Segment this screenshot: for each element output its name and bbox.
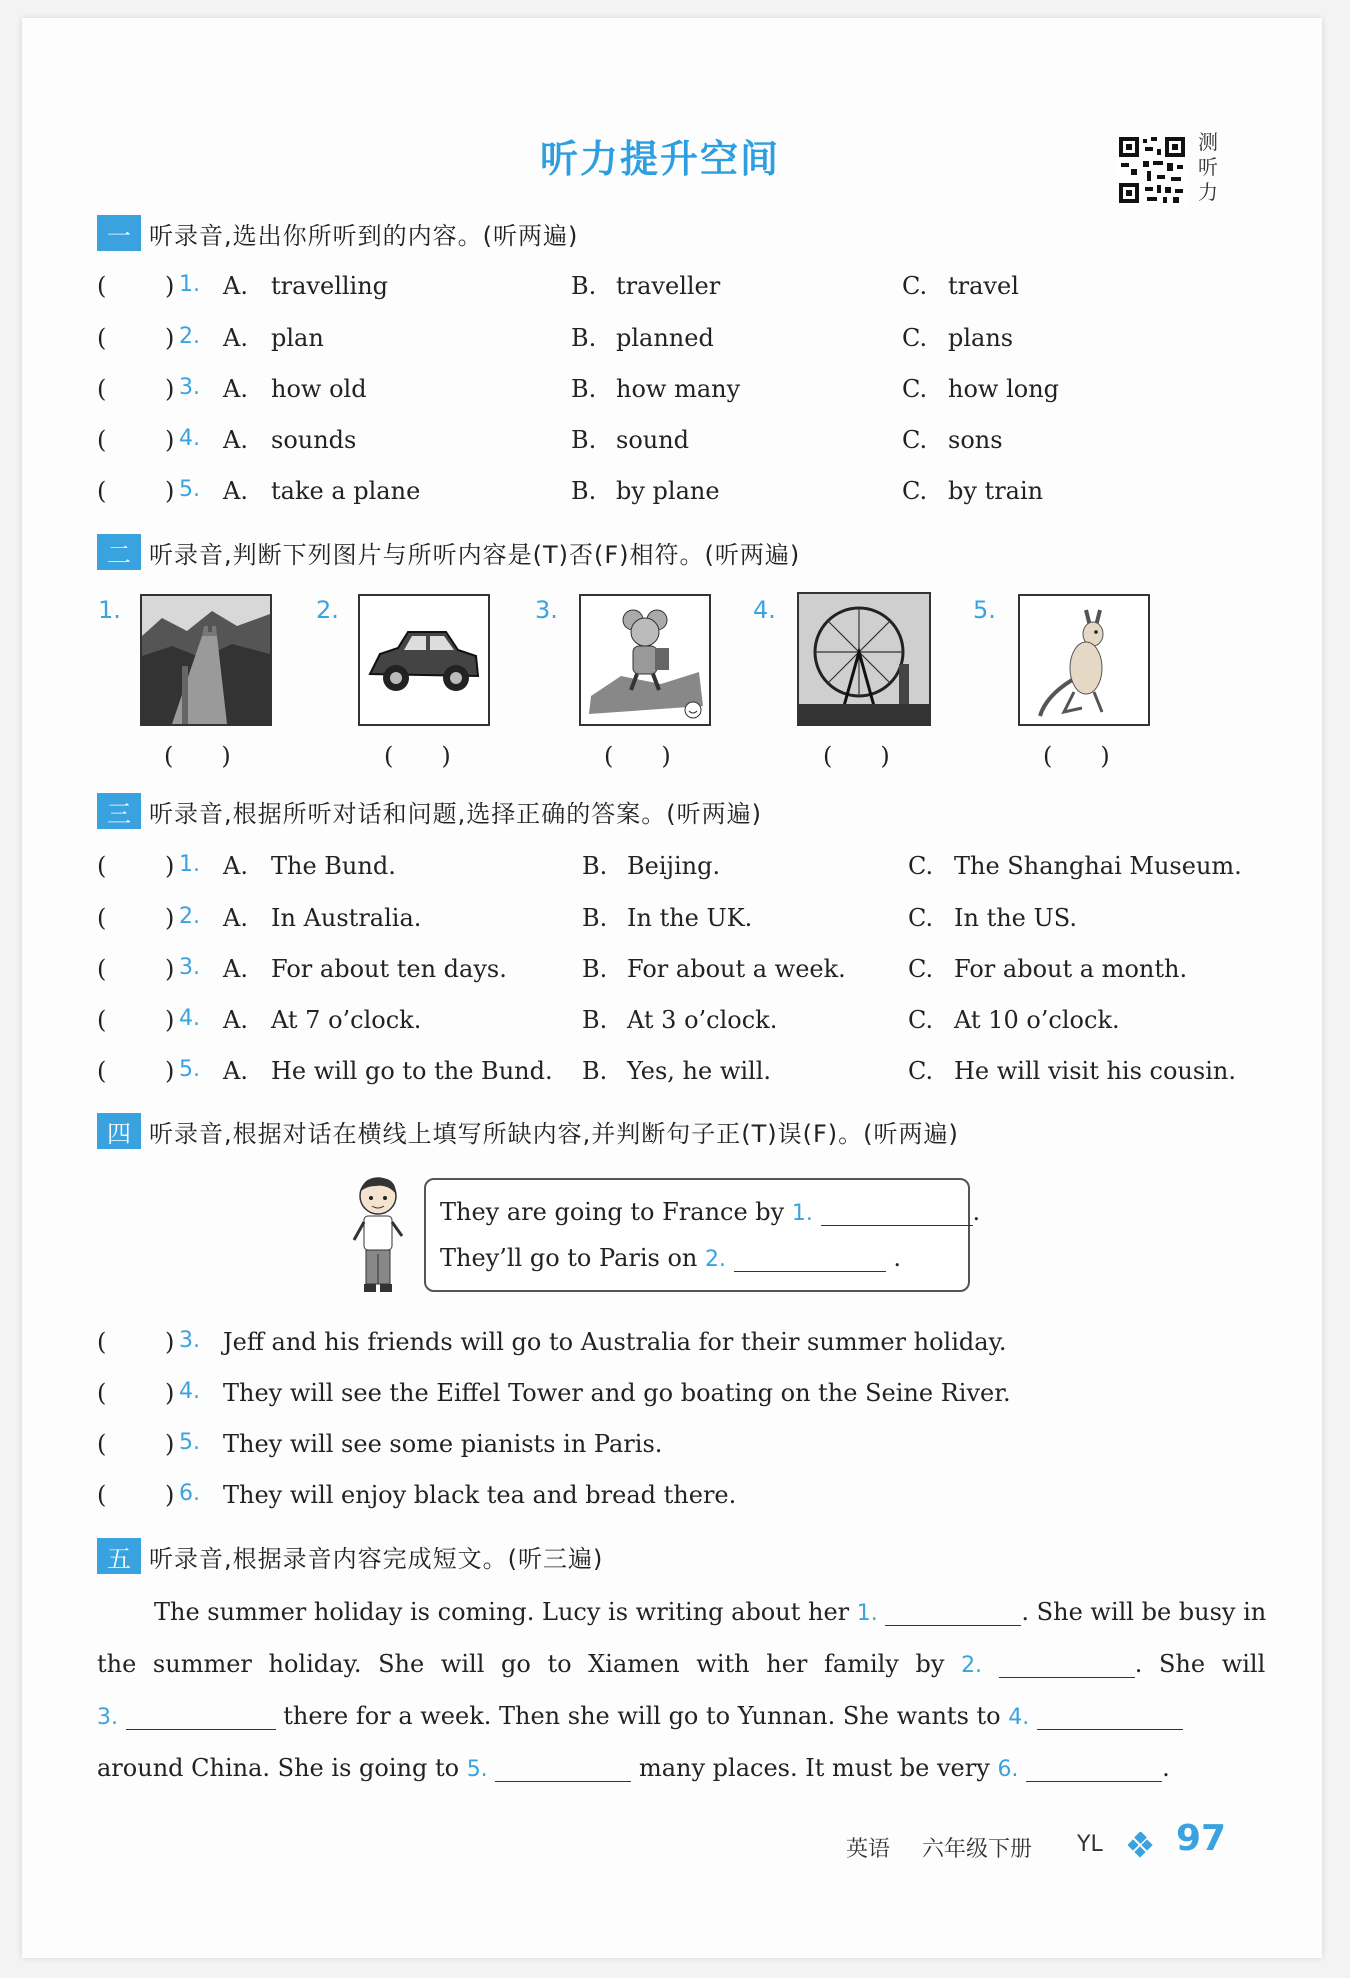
section-5-heading	[97, 1537, 603, 1575]
question-row: ( ) 2. A. plan B. planned C. plans	[97, 324, 1014, 352]
passage-line-1: The summer holiday is coming. Lucy is writing about her 1. . She will be busy in	[154, 1598, 1267, 1626]
answer-paren[interactable]: ( )	[823, 742, 890, 770]
answer-paren-open[interactable]: (	[97, 375, 107, 403]
answer-paren[interactable]: ( )	[384, 742, 451, 770]
answer-blank[interactable]	[126, 1705, 276, 1730]
page-number: 97	[1176, 1818, 1227, 1859]
statement-row: ( ) 6. They will enjoy black tea and bread there.	[97, 1481, 737, 1509]
qr-label: 测 听 力	[1198, 130, 1218, 204]
section-1-heading	[97, 214, 578, 252]
answer-blank[interactable]	[999, 1653, 1135, 1678]
boy-illustration	[346, 1174, 410, 1304]
question-row: ( ) 1. A. The Bund. B. Beijing. C. The Shanghai Museum.	[97, 852, 1242, 880]
answer-blank[interactable]	[495, 1757, 631, 1782]
london-eye-image	[797, 592, 931, 726]
section-number-badge: 四	[97, 1113, 141, 1149]
passage-line-3: 3. there for a week. Then she will go to Yunnan. She wants to 4.	[97, 1702, 1183, 1730]
answer-paren-open[interactable]: (	[97, 1328, 107, 1356]
picture-number: 1.	[98, 596, 121, 624]
section-number-badge: 二	[97, 534, 141, 570]
question-row: ( ) 4. A. sounds B. sound C. sons	[97, 426, 1003, 454]
answer-paren[interactable]: ( )	[164, 742, 231, 770]
answer-blank[interactable]	[1037, 1705, 1183, 1730]
bubble-line-1: They are going to France by 1. .	[440, 1198, 981, 1226]
footer-grade: 六年级下册	[922, 1837, 1033, 1862]
section-2-heading	[97, 533, 800, 571]
picture-number: 4.	[753, 596, 776, 624]
section-instruction: 听录音,选出你所听到的内容。(听两遍)	[149, 221, 579, 250]
answer-paren-open[interactable]: (	[97, 1379, 107, 1407]
answer-paren-open[interactable]: (	[97, 324, 107, 352]
answer-paren[interactable]: ( )	[1043, 742, 1110, 770]
bubble-line-2: They’ll go to Paris on 2. .	[440, 1244, 901, 1272]
answer-paren-open[interactable]: (	[97, 852, 107, 880]
passage-line-4: around China. She is going to 5. many places. It must be very 6. .	[97, 1754, 1170, 1782]
cartoon-mouse-image	[579, 594, 711, 726]
section-number-badge: 五	[97, 1538, 141, 1574]
great-wall-image	[140, 594, 272, 726]
section-3-heading	[97, 792, 762, 830]
footer-subject: 英语	[846, 1837, 891, 1862]
page-title: 听力提升空间	[539, 137, 780, 181]
answer-blank[interactable]	[885, 1601, 1021, 1626]
picture-number: 2.	[316, 596, 339, 624]
question-row: ( ) 5. A. take a plane B. by plane C. by train	[97, 477, 1044, 505]
speech-bubble	[424, 1178, 981, 1292]
answer-paren-open[interactable]: (	[97, 955, 107, 983]
answer-paren[interactable]: ( )	[604, 742, 671, 770]
section-4-heading	[97, 1112, 959, 1150]
answer-blank[interactable]	[734, 1247, 886, 1272]
question-row: ( ) 4. A. At 7 o’clock. B. At 3 o’clock. C. At 10 o’clock.	[97, 1006, 1120, 1034]
statement-row: ( ) 3. Jeff and his friends will go to Australia for their summer holiday.	[97, 1328, 1007, 1356]
answer-paren-open[interactable]: (	[97, 1481, 107, 1509]
answer-paren-open[interactable]: (	[97, 477, 107, 505]
kangaroo-image	[1018, 594, 1150, 726]
question-row: ( ) 2. A. In Australia. B. In the UK. C. In the US.	[97, 904, 1077, 932]
picture-number: 5.	[973, 596, 996, 624]
qr-code-icon[interactable]	[1117, 135, 1187, 205]
answer-paren-open[interactable]: (	[97, 272, 107, 300]
question-row: ( ) 1. A. travelling B. traveller C. travel	[97, 272, 1019, 300]
answer-paren-open[interactable]: (	[97, 1057, 107, 1085]
section-instruction: 听录音,根据对话在横线上填写所缺内容,并判断句子正(T)误(F)。(听两遍)	[149, 1119, 959, 1148]
section-number-badge: 三	[97, 793, 141, 829]
passage-line-2: the summer holiday. She will go to Xiamen with her family by 2. . She will	[97, 1650, 1266, 1678]
section-number-badge: 一	[97, 215, 141, 251]
answer-paren-open[interactable]: (	[97, 426, 107, 454]
statement-row: ( ) 5. They will see some pianists in Paris.	[97, 1430, 663, 1458]
statement-row: ( ) 4. They will see the Eiffel Tower and go boating on the Seine River.	[97, 1379, 1011, 1407]
answer-blank[interactable]	[821, 1201, 973, 1226]
answer-paren-open[interactable]: (	[97, 904, 107, 932]
answer-blank[interactable]	[1026, 1757, 1162, 1782]
answer-paren-open[interactable]: (	[97, 1006, 107, 1034]
section-instruction: 听录音,根据所听对话和问题,选择正确的答案。(听两遍)	[149, 799, 762, 828]
section-instruction: 听录音,根据录音内容完成短文。(听三遍)	[149, 1544, 604, 1573]
question-row: ( ) 3. A. how old B. how many C. how long	[97, 375, 1060, 403]
picture-number: 3.	[535, 596, 558, 624]
diamond-icon	[1128, 1832, 1154, 1858]
question-row: ( ) 3. A. For about ten days. B. For about a week. C. For about a month.	[97, 955, 1188, 983]
footer-edition: YL	[1077, 1832, 1103, 1857]
section-instruction: 听录音,判断下列图片与所听内容是(T)否(F)相符。(听两遍)	[149, 540, 801, 569]
question-row: ( ) 5. A. He will go to the Bund. B. Yes, he will. C. He will visit his cousin.	[97, 1057, 1236, 1085]
answer-paren-open[interactable]: (	[97, 1430, 107, 1458]
car-image	[358, 594, 490, 726]
